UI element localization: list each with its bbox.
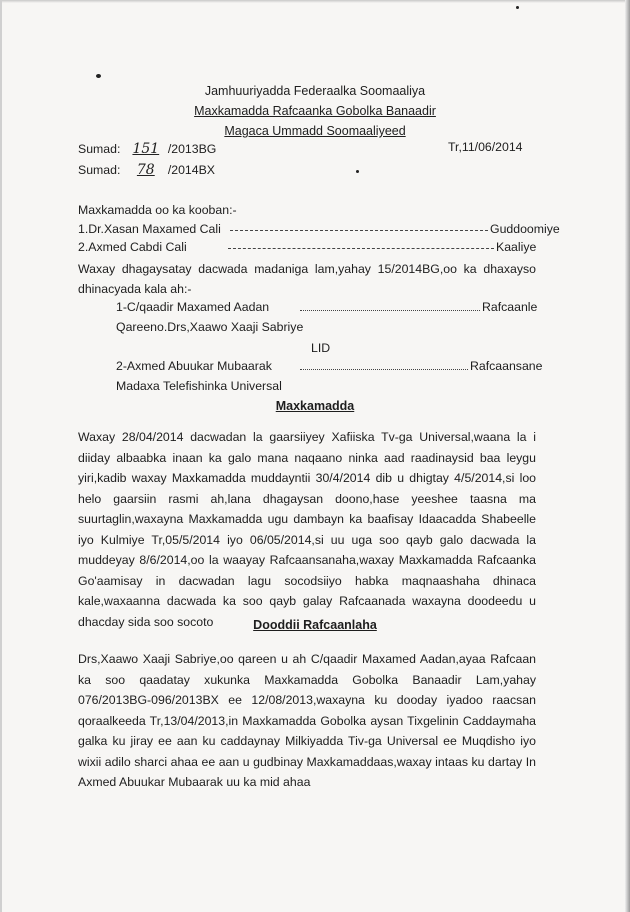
document-date: Tr,11/06/2014 [448,140,523,154]
section-body-appellant-argument: Drs,Xaawo Xaaji Sabriye,oo qareen u ah C/qaadir Maxamed Aadan,ayaa Rafcaan ka soo qaadatay xukunka Maxkamadda Gobolka Banaadir Lam,yahay 076/2013BG-096/2013BX ee 12/08/2013,waxayna ku dooday iyadoo raacsan qoraalkeeda Tr,13/04/2013,in Maxkamadda Gobolka aysan Tixgelinin Caddaymaha galka ku jiray ee aan ku caddaynay Milkiyadda Tiv-ga Universal ee Muqdisho iyo wixii adilo sharci ahaa ee aan u gudbinay Maxkamaddaas,waxay intaas ku dartay In Axmed Abuukar Mubaarak uu ka mid ahaa [78,652,536,789]
intro-line: dhinacyada kala ah:- [78,282,192,296]
dot-leader [300,310,480,311]
scan-speck [356,170,359,173]
reference-line-1 [78,141,216,157]
section-body-court: Waxay 28/04/2014 dacwadan la gaarsiiyey Xafiiska Tv-ga Universal,waana la i diiday albaabka inaan ka galo mana naqaano ninka aad raadinaysid baa leygu yiri,kadib waxay Maxkamadda muddayntii 30/4/2014 dib u dhigtay 4/5/2014,si loo helo gaarsiin rasmi ah,lana dhagaysan doono,hase yeeshee taasna ma suurtaglin,waxayna Maxkamadda ugu dambayn ka baafisay Idaacadda Shabeelle iyo Kulmiye Tr,05/5/2014 iyo 06/05/2014,si uu uga soo qayb galo dacwada la muddeyay 8/6/2014,oo la waayay Rafcaansanaha,waxay Maxkamadda Rafcaanka Go'aamisay in dacwadan lagu socodsiiyo habka maqnaashaha dhinaca kale,waxaanna dacwada ka soo qayb galay Rafcaanada waxayna doodeedu u dhacday sida soo socoto [78,430,536,629]
section-title-appellant-argument: Dooddii Rafcaanlaha [253,618,377,632]
member-role: Guddoomiye [490,222,560,236]
versus-label: LID [311,341,331,355]
court-member-2 [78,240,560,258]
court-member-1 [78,222,560,240]
court-heading: Maxkamadda oo ka kooban:- [78,203,237,217]
party-role: Rafcaanle [482,300,538,314]
header-republic: Jamhuuriyadda Federaalka Soomaaliya [204,84,426,98]
intro-line: Waxay dhagaysatay dacwada madaniga lam,yahay 15/2014BG,oo ka dhaxayso [78,262,536,276]
party-respondent [116,359,546,377]
party-role: Rafcaansane [470,359,543,373]
party-name: 2-Axmed Abuukar Mubaarak [116,359,272,373]
scan-edge-top [0,0,630,3]
header-nation: Magaca Ummadd Soomaaliyeed [224,124,406,138]
reference-label: Sumad: [78,142,121,156]
reference-label: Sumad: [78,163,121,177]
member-name: 1.Dr.Xasan Maxamed Cali [78,222,221,236]
handwritten-case-number: 78 [136,162,155,178]
reference-line-2 [78,162,215,178]
scan-speck [96,74,101,78]
reference-suffix: /2013BG [167,142,217,156]
section-title-court: Maxkamadda [275,399,355,413]
scan-speck [516,6,519,9]
respondent-title: Madaxa Telefishinka Universal [116,379,282,393]
dash-leader [228,248,494,249]
dash-leader [230,230,488,231]
party-name: 1-C/qaadir Maxamed Aadan [116,300,270,314]
member-name: 2.Axmed Cabdi Cali [78,240,187,254]
member-role: Kaaliye [496,240,537,254]
header-court-name: Maxkamadda Rafcaanka Gobolka Banaadir [194,104,436,118]
handwritten-case-number: 151 [132,141,160,157]
dot-leader [300,369,468,370]
appellant-counsel: Qareeno.Drs,Xaawo Xaaji Sabriye [116,320,304,334]
party-appellant [116,300,546,318]
reference-suffix: /2014BX [167,163,215,177]
